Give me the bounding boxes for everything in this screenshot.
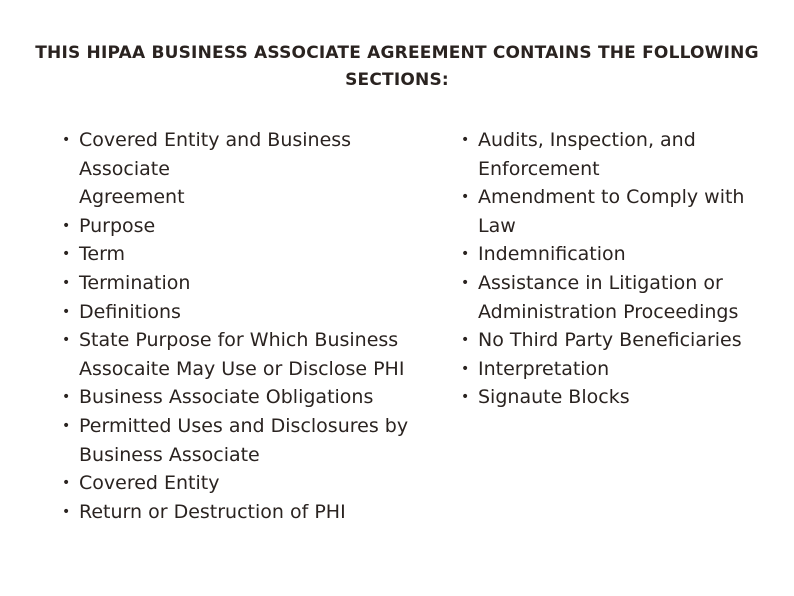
list-item-line: Term: [79, 243, 126, 266]
list-item-line: Administration Proceedings: [478, 300, 739, 323]
list-item-line: Signaute Blocks: [478, 386, 630, 409]
bullet-icon: •: [62, 303, 71, 320]
bullet-icon: •: [62, 475, 71, 492]
bullet-icon: •: [62, 503, 71, 520]
bullet-icon: •: [461, 389, 470, 406]
bullet-icon: •: [62, 217, 71, 234]
list-item: [62, 212, 442, 241]
list-item-line: State Purpose for Which Business: [79, 329, 399, 352]
list-item: [62, 498, 442, 527]
bullet-icon: •: [62, 417, 71, 434]
list-item-line: Agreement: [79, 186, 185, 209]
list-item: [461, 240, 761, 269]
bullet-icon: •: [461, 189, 470, 206]
list-item: [461, 269, 761, 326]
list-item-line: Permitted Uses and Disclosures by: [79, 414, 409, 437]
list-item-line: Termination: [79, 271, 191, 294]
list-item: [461, 183, 761, 240]
list-item: [461, 355, 761, 384]
list-item-line: Return or Destruction of PHI: [79, 500, 346, 523]
right-section-list: [461, 126, 761, 412]
title-line-1: THIS HIPAA BUSINESS ASSOCIATE AGREEMENT CONTAINS THE FOLLOWING: [35, 43, 759, 63]
list-item-line: Indemnification: [478, 243, 626, 266]
list-item-line: Business Associate Obligations: [79, 386, 374, 409]
bullet-icon: •: [62, 389, 71, 406]
document-title: [30, 40, 764, 94]
list-item-line: Purpose: [79, 214, 156, 237]
list-item: [62, 298, 442, 327]
bullet-icon: •: [461, 332, 470, 349]
list-item-line: Covered Entity: [79, 472, 220, 495]
list-item: [461, 126, 761, 183]
list-item: [62, 412, 442, 469]
bullet-icon: •: [62, 274, 71, 291]
bullet-icon: •: [461, 274, 470, 291]
bullet-icon: •: [62, 332, 71, 349]
list-item-line: Amendment to Comply with: [478, 186, 745, 209]
list-item-line: Covered Entity and Business Associate: [79, 129, 352, 180]
list-item: [62, 240, 442, 269]
list-item-line: Enforcement: [478, 157, 600, 180]
list-item: [461, 383, 761, 412]
left-section-list: [62, 126, 442, 526]
list-item-line: Interpretation: [478, 357, 610, 380]
list-item: [62, 469, 442, 498]
title-line-2: SECTIONS:: [345, 70, 449, 90]
list-item-line: Business Associate: [79, 443, 260, 466]
list-item: [62, 126, 442, 212]
list-item: [62, 326, 442, 383]
list-item-line: Audits, Inspection, and: [478, 129, 696, 151]
bullet-icon: •: [62, 132, 71, 148]
list-item-line: Definitions: [79, 300, 181, 323]
bullet-icon: •: [461, 246, 470, 263]
list-item-line: Assocaite May Use or Disclose PHI: [79, 357, 405, 380]
list-item: [461, 326, 761, 355]
list-item: [62, 269, 442, 298]
bullet-icon: •: [62, 246, 71, 263]
bullet-icon: •: [461, 132, 470, 148]
list-item-line: No Third Party Beneficiaries: [478, 329, 742, 352]
list-item-line: Assistance in Litigation or: [478, 271, 723, 294]
list-item: [62, 383, 442, 412]
list-item-line: Law: [478, 214, 516, 237]
bullet-icon: •: [461, 360, 470, 377]
